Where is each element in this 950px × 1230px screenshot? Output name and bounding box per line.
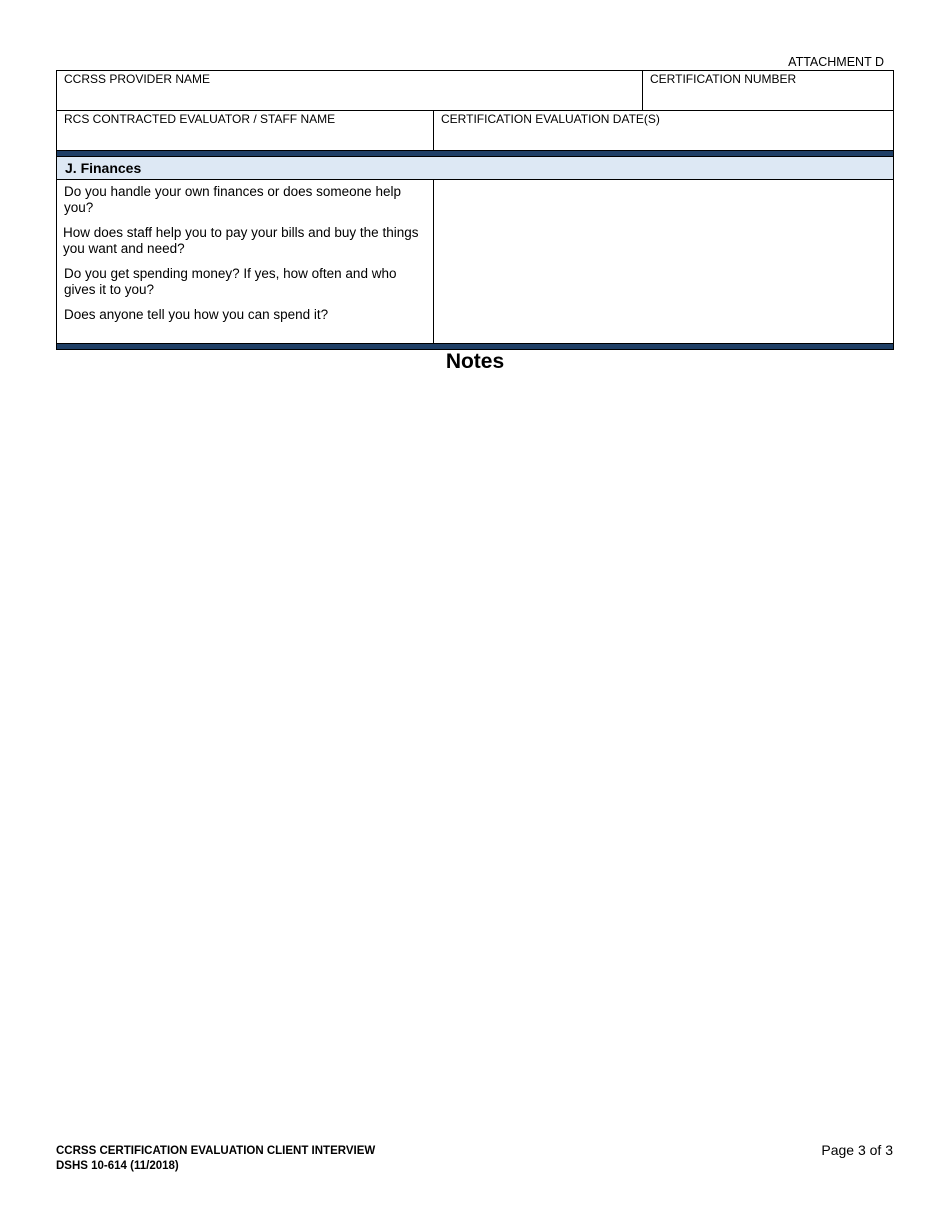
- question-1: Do you handle your own finances or does someone help you?: [64, 184, 401, 215]
- evaluator-name-field[interactable]: [57, 111, 434, 151]
- provider-name-field[interactable]: [57, 71, 643, 111]
- certification-number-label: CERTIFICATION NUMBER: [650, 72, 797, 86]
- section-bottom-divider: [57, 344, 894, 350]
- question-4: Does anyone tell you how you can spend it?: [64, 307, 329, 322]
- questions-cell: [57, 180, 434, 344]
- answer-field[interactable]: [434, 180, 894, 344]
- footer-form-info: [56, 1144, 375, 1174]
- question-3: Do you get spending money? If yes, how often and who gives it to you?: [64, 266, 397, 297]
- question-2: How does staff help you to pay your bills and buy the things you want and need?: [63, 225, 419, 256]
- evaluator-name-label: RCS CONTRACTED EVALUATOR / STAFF NAME: [64, 112, 336, 126]
- footer-form-title: CCRSS CERTIFICATION EVALUATION CLIENT INTERVIEW: [56, 1145, 376, 1157]
- notes-heading: Notes: [445, 350, 505, 373]
- attachment-label: ATTACHMENT D: [788, 55, 884, 69]
- evaluation-dates-label: CERTIFICATION EVALUATION DATE(S): [441, 112, 660, 126]
- evaluation-dates-field[interactable]: [434, 111, 894, 151]
- footer-form-number: DSHS 10-614 (11/2018): [56, 1160, 179, 1172]
- page-number: Page 3 of 3: [821, 1142, 893, 1158]
- provider-name-label: CCRSS PROVIDER NAME: [64, 72, 211, 86]
- section-title: J. Finances: [57, 157, 894, 180]
- certification-number-field[interactable]: [643, 71, 894, 111]
- interview-form: [56, 70, 894, 350]
